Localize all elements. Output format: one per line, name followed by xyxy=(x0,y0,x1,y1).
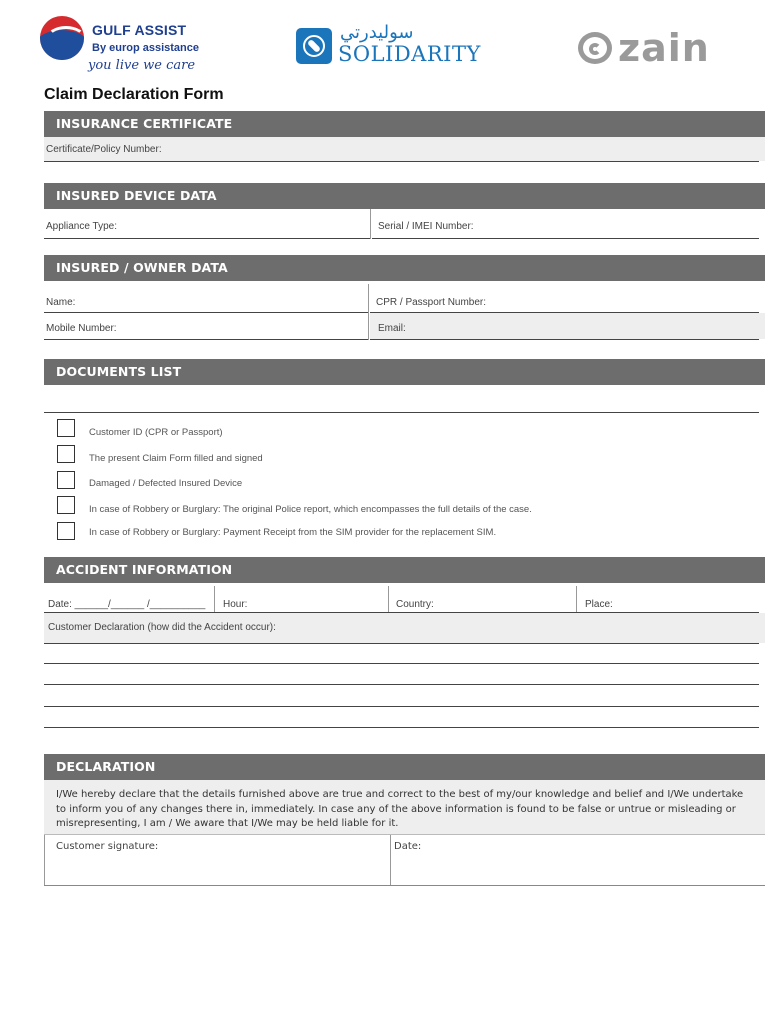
device-divider xyxy=(370,209,371,239)
doc-item-sim-receipt: In case of Robbery or Burglary: Payment Receipt from the SIM provider for the replacement SIM. xyxy=(89,527,497,538)
owner-divider xyxy=(368,284,369,340)
accident-divider-3 xyxy=(576,586,577,613)
name-line[interactable] xyxy=(44,312,368,313)
policy-number-label: Certificate/Policy Number: xyxy=(46,144,162,155)
customer-signature-label: Customer signature: xyxy=(56,841,159,852)
accident-date-label: Date: ______/______ /__________ xyxy=(48,599,206,610)
name-label: Name: xyxy=(46,297,76,308)
doc-checkbox-customer-id[interactable] xyxy=(57,419,75,437)
zain-name: zain xyxy=(618,26,710,70)
declaration-date-label: Date: xyxy=(394,841,422,852)
doc-item-claim-form: The present Claim Form filled and signed xyxy=(89,453,263,464)
solidarity-name: SOLIDARITY xyxy=(338,42,481,66)
serial-imei-line[interactable] xyxy=(372,238,759,239)
solidarity-emblem-icon xyxy=(296,28,332,64)
section-declaration: DECLARATION xyxy=(44,754,765,780)
accident-divider-1 xyxy=(214,586,215,613)
doc-item-damaged-device: Damaged / Defected Insured Device xyxy=(89,478,243,489)
doc-checkbox-sim-receipt[interactable] xyxy=(57,522,75,540)
gulf-assist-name: GULF ASSIST xyxy=(92,22,187,38)
gulf-assist-tagline: you live we care xyxy=(88,58,196,73)
declaration-line-4[interactable] xyxy=(44,706,759,707)
zain-swirl-icon xyxy=(578,32,612,64)
doc-item-police-report: In case of Robbery or Burglary: The original Police report, which encompasses the full details of the case. xyxy=(89,504,532,515)
declaration-line-3[interactable] xyxy=(44,684,759,685)
form-title: Claim Declaration Form xyxy=(44,86,224,103)
customer-declaration-label: Customer Declaration (how did the Accident occur): xyxy=(48,622,276,633)
solidarity-logo xyxy=(296,22,481,72)
section-accident-information: ACCIDENT INFORMATION xyxy=(44,557,765,583)
email-row-shade xyxy=(370,313,765,339)
section-documents-list: DOCUMENTS LIST xyxy=(44,359,765,385)
documents-top-line xyxy=(44,412,759,413)
signature-line[interactable] xyxy=(44,885,765,886)
section-insurance-certificate: INSURANCE CERTIFICATE xyxy=(44,111,765,137)
gulf-assist-emblem-icon xyxy=(40,16,84,60)
accident-divider-2 xyxy=(388,586,389,613)
declaration-text: I/We hereby declare that the details furnished above are true and correct to the best of my/our knowledge and belief and I/We undertake to inform you of any changes there in, immediately. In case any of the above information is found to be false or untrue or misleading or misrepresenting, I am / We aware that I/We may be held liable for it. xyxy=(56,789,744,829)
section-insured-device: INSURED DEVICE DATA xyxy=(44,183,765,209)
appliance-type-line[interactable] xyxy=(44,238,370,239)
email-line[interactable] xyxy=(370,339,759,340)
appliance-type-label: Appliance Type: xyxy=(46,221,117,232)
signature-divider xyxy=(390,835,391,885)
cpr-passport-label: CPR / Passport Number: xyxy=(376,297,487,308)
gulf-assist-logo xyxy=(40,12,200,82)
declaration-line-2[interactable] xyxy=(44,663,759,664)
accident-country-label: Country: xyxy=(396,599,434,610)
policy-number-line[interactable] xyxy=(44,161,759,162)
signature-left-edge xyxy=(44,835,45,885)
email-label: Email: xyxy=(378,323,406,334)
declaration-line-5[interactable] xyxy=(44,727,759,728)
doc-checkbox-police-report[interactable] xyxy=(57,496,75,514)
mobile-number-label: Mobile Number: xyxy=(46,323,117,334)
declaration-separator xyxy=(44,834,765,835)
doc-checkbox-damaged-device[interactable] xyxy=(57,471,75,489)
gulf-assist-by: By europ assistance xyxy=(92,42,199,54)
section-insured-owner: INSURED / OWNER DATA xyxy=(44,255,765,281)
serial-imei-label: Serial / IMEI Number: xyxy=(378,221,474,232)
doc-item-customer-id: Customer ID (CPR or Passport) xyxy=(89,427,223,438)
zain-logo xyxy=(578,28,728,72)
accident-place-label: Place: xyxy=(585,599,613,610)
mobile-number-line[interactable] xyxy=(44,339,368,340)
declaration-line-1[interactable] xyxy=(44,643,759,644)
doc-checkbox-claim-form[interactable] xyxy=(57,445,75,463)
accident-hour-label: Hour: xyxy=(223,599,248,610)
solidarity-arabic-name: سوليدرتي xyxy=(340,22,414,43)
